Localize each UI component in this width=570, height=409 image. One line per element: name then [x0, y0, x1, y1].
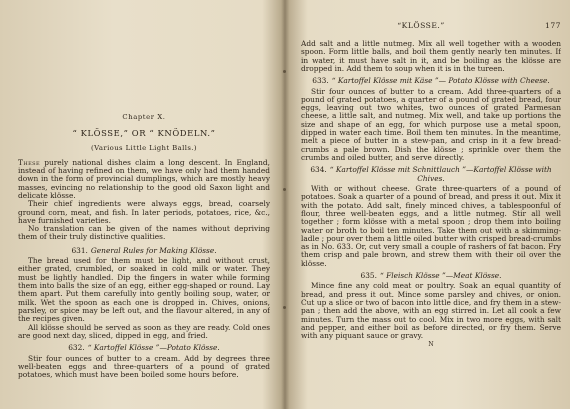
intro-first-word: These [18, 157, 41, 167]
intro-text: purely national dishes claim a long descent. In England, instead of having refined on them, we have only had them handed down in the form of provincial dumplings, which are mostly heavy masses, evincing no relationship to the good old Saxon light and delicate klösse. [18, 157, 270, 200]
recipe-635-heading [301, 272, 561, 280]
recipe-632-number: 632. [68, 343, 85, 353]
intro-paragraph-3: No translation can be given of the names without depriving them of their truly distinctive qualities. [18, 224, 270, 242]
left-page [18, 0, 270, 409]
recipe-634-paragraph: With or without cheese. Grate three-quarters of a pound of potatoes. Soak a quarter of a pound of bread, and press it out. Mix it with the potato. Add salt, finely minced chives, a tablespoonful of flour, three well-beaten eggs, and a little nutmeg. Stir all well together ; form klösse with a metal spoon ; drop them into boiling water or broth to boil ten minutes. Take them out with a skimming-ladle ; pour over them a little oiled butter with crisped bread-crumbs as in No. 633. Or, cut very small a couple of rashers of fat bacon. Fry them crisp and pale brown, and strew them with their oil over the klösse. [301, 184, 561, 268]
recipe-635-paragraph: Mince fine any cold meat or poultry. Soak an equal quantity of bread, and press it out. Mince some parsley and chives, or onion. Cut up a slice or two of bacon into little dice, and fry them in a stew-pan ; then add the above, with an egg stirred in. Let all cook a few minutes. Turn the mass out to cool. Mix in two more eggs, with salt and pepper, and either boil as before directed, or fry them. Serve with any piquant sauce or gravy. [301, 281, 561, 341]
recipe-633-number: 633. [312, 76, 329, 86]
right-page [301, 0, 561, 409]
running-head [301, 21, 561, 31]
recipe-632-paragraph: Stir four ounces of butter to a cream. Add by degrees three well-beaten eggs and three-quarters of a pound of grated potatoes, which must have been boiled some hours before. [18, 353, 270, 380]
recipe-633-title: “ Kartoffel Klösse mit Käse ”— Potato Klösse with Cheese. [331, 76, 550, 86]
recipe-634-title: “ Kartoffel Klösse mit Schnittlauch ”—Kartoffel Klösse with Chives. [329, 165, 552, 183]
recipe-634-number: 634. [310, 165, 327, 175]
chapter-title: “ KLÖSSE,” OR “ KNÖDELN.” [72, 127, 216, 138]
recipe-632-heading [18, 344, 270, 352]
recipe-635-number: 635. [360, 271, 377, 281]
binding-hole [283, 188, 286, 191]
recipe-633-heading [301, 77, 561, 85]
recipe-632-title: “ Kartoffel Klösse ”—Potato Klösse. [87, 343, 220, 353]
recipe-633-paragraph: Stir four ounces of butter to a cream. Add three-quarters of a pound of grated potatoes, a quarter of a pound of grated bread, four eggs, leaving out two whites, two ounces of grated Parmesan cheese, a little salt, and nutmeg. Mix well, and take up portions the size and shape of an egg, for which purpose use a metal spoon, dipped in water each time. Boil them ten minutes. In the meantime, melt a piece of butter in a stew-pan, and crisp in it a few bread-crumbs a pale brown. Dish the klösse ; sprinkle over them the crumbs and oiled butter, and serve directly. [301, 86, 561, 162]
recipe-631-title: General Rules for Making Klösse. [90, 245, 217, 255]
running-head-title: “KLÖSSE.” [397, 21, 445, 30]
page-number: 177 [545, 21, 561, 30]
recipe-635-title: “ Fleisch Klösse ”—Meat Klösse. [379, 271, 502, 281]
binding-hole [283, 306, 286, 309]
recipe-631-number: 631. [71, 245, 88, 255]
intro-paragraph-1 [18, 159, 270, 200]
signature-mark: N [428, 340, 434, 348]
recipe-634-heading [301, 166, 561, 183]
continued-paragraph: Add salt and a little nutmeg. Mix all well together with a wooden spoon. Form little balls, and boil them gently nearly ten minutes. If in water, it must have salt in it, and be boiling as the klösse are dropped in. Add them to soup when it is in the tureen. [301, 39, 561, 73]
chapter-subtitle: (Various Little Light Balls.) [91, 144, 197, 153]
binding-hole [283, 70, 286, 73]
intro-paragraph-2: Their chief ingredients were always eggs, bread, coarsely ground corn, meat, and fish. In later periods, potatoes, rice, &c., have furnished varieties. [18, 199, 270, 225]
recipe-631-paragraph-2: All klösse should be served as soon as they are ready. Cold ones are good next day, sliced, dipped in egg, and fried. [18, 322, 270, 340]
recipe-631-heading [18, 247, 270, 255]
recipe-631-paragraph-1: The bread used for them must be light, and without crust, either grated, crumbled, or soaked in cold milk or water. They must be lightly handled. Dip the fingers in water while forming them into balls the size of an egg, either egg-shaped or round. Lay them apart. Put them carefully into gently boiling soup, water, or milk. Wet the spoon as each one is dropped in. Chives, onions, parsley, or spice may be left out, and the flavour altered, in any of the recipes given. [18, 256, 270, 324]
chapter-label: Chapter X. [122, 113, 166, 121]
